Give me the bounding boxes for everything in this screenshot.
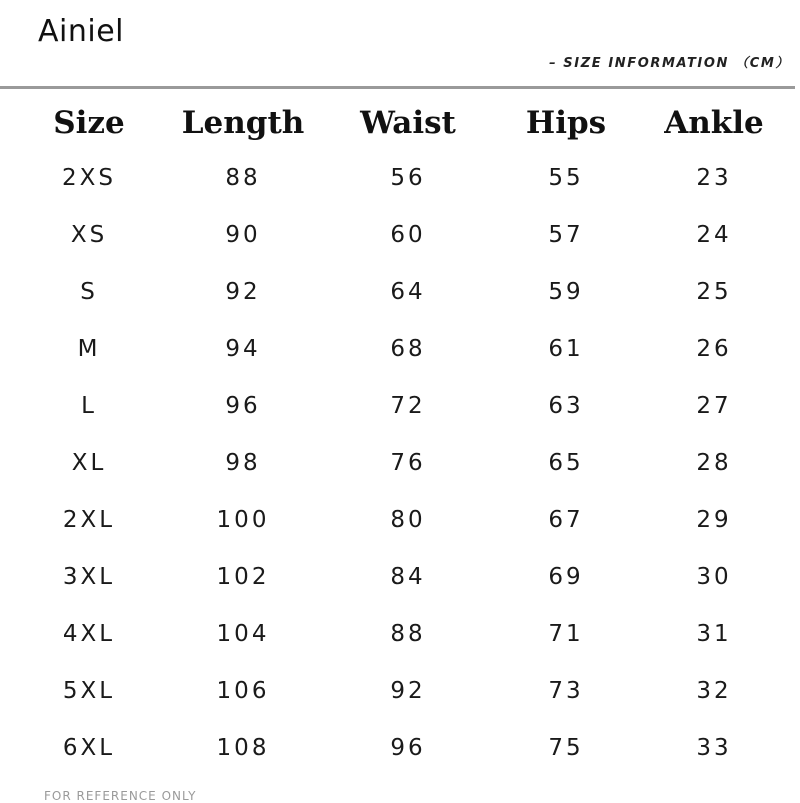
hips-cell: 57 [548, 221, 584, 248]
length-cell: 100 [216, 506, 270, 533]
ankle-cell: 30 [696, 563, 732, 590]
hips-cell: 59 [548, 278, 584, 305]
table-row [0, 662, 800, 719]
table-row [0, 206, 800, 263]
waist-cell: 64 [390, 278, 426, 305]
waist-cell: 84 [390, 563, 426, 590]
brand-logo: Ainiel [38, 14, 124, 49]
size-cell: 2XS [62, 164, 116, 191]
waist-cell: 88 [390, 620, 426, 647]
waist-cell: 96 [390, 734, 426, 761]
reference-note: FOR REFERENCE ONLY [44, 789, 197, 803]
column-header-waist: Waist [360, 104, 456, 141]
length-cell: 96 [225, 392, 261, 419]
ankle-cell: 33 [696, 734, 732, 761]
ankle-cell: 28 [696, 449, 732, 476]
waist-cell: 76 [390, 449, 426, 476]
hips-cell: 67 [548, 506, 584, 533]
length-cell: 90 [225, 221, 261, 248]
hips-cell: 65 [548, 449, 584, 476]
length-cell: 94 [225, 335, 261, 362]
table-row [0, 263, 800, 320]
waist-cell: 68 [390, 335, 426, 362]
size-information-subtitle: – SIZE INFORMATION （CM） [549, 56, 790, 71]
table-row [0, 149, 800, 206]
waist-cell: 80 [390, 506, 426, 533]
table-row [0, 377, 800, 434]
table-row [0, 491, 800, 548]
length-cell: 104 [216, 620, 270, 647]
hips-cell: 69 [548, 563, 584, 590]
ankle-cell: 27 [696, 392, 732, 419]
table-row [0, 605, 800, 662]
ankle-cell: 23 [696, 164, 732, 191]
ankle-cell: 24 [696, 221, 732, 248]
hips-cell: 55 [548, 164, 584, 191]
waist-cell: 92 [390, 677, 426, 704]
header-divider [0, 86, 795, 89]
waist-cell: 56 [390, 164, 426, 191]
ankle-cell: 31 [696, 620, 732, 647]
ankle-cell: 29 [696, 506, 732, 533]
length-cell: 102 [216, 563, 270, 590]
size-cell: XS [70, 221, 108, 248]
length-cell: 108 [216, 734, 270, 761]
table-row [0, 548, 800, 605]
column-header-ankle: Ankle [664, 104, 764, 141]
hips-cell: 63 [548, 392, 584, 419]
ankle-cell: 26 [696, 335, 732, 362]
ankle-cell: 25 [696, 278, 732, 305]
size-cell: XL [71, 449, 107, 476]
size-cell: 4XL [62, 620, 116, 647]
ankle-cell: 32 [696, 677, 732, 704]
hips-cell: 71 [548, 620, 584, 647]
size-cell: S [80, 278, 98, 305]
size-cell: 5XL [62, 677, 116, 704]
column-header-hips: Hips [525, 104, 607, 141]
size-cell: 3XL [62, 563, 116, 590]
waist-cell: 60 [390, 221, 426, 248]
table-header-row [0, 96, 800, 149]
size-table [0, 96, 800, 776]
length-cell: 106 [216, 677, 270, 704]
column-header-length: Length [181, 104, 305, 141]
size-cell: 6XL [62, 734, 116, 761]
hips-cell: 73 [548, 677, 584, 704]
table-row [0, 719, 800, 776]
size-cell: L [81, 392, 97, 419]
length-cell: 92 [225, 278, 261, 305]
column-header-size: Size [53, 104, 125, 141]
length-cell: 98 [225, 449, 261, 476]
table-row [0, 434, 800, 491]
hips-cell: 61 [548, 335, 584, 362]
size-cell: M [77, 335, 101, 362]
table-row [0, 320, 800, 377]
hips-cell: 75 [548, 734, 584, 761]
length-cell: 88 [225, 164, 261, 191]
size-cell: 2XL [62, 506, 116, 533]
waist-cell: 72 [390, 392, 426, 419]
